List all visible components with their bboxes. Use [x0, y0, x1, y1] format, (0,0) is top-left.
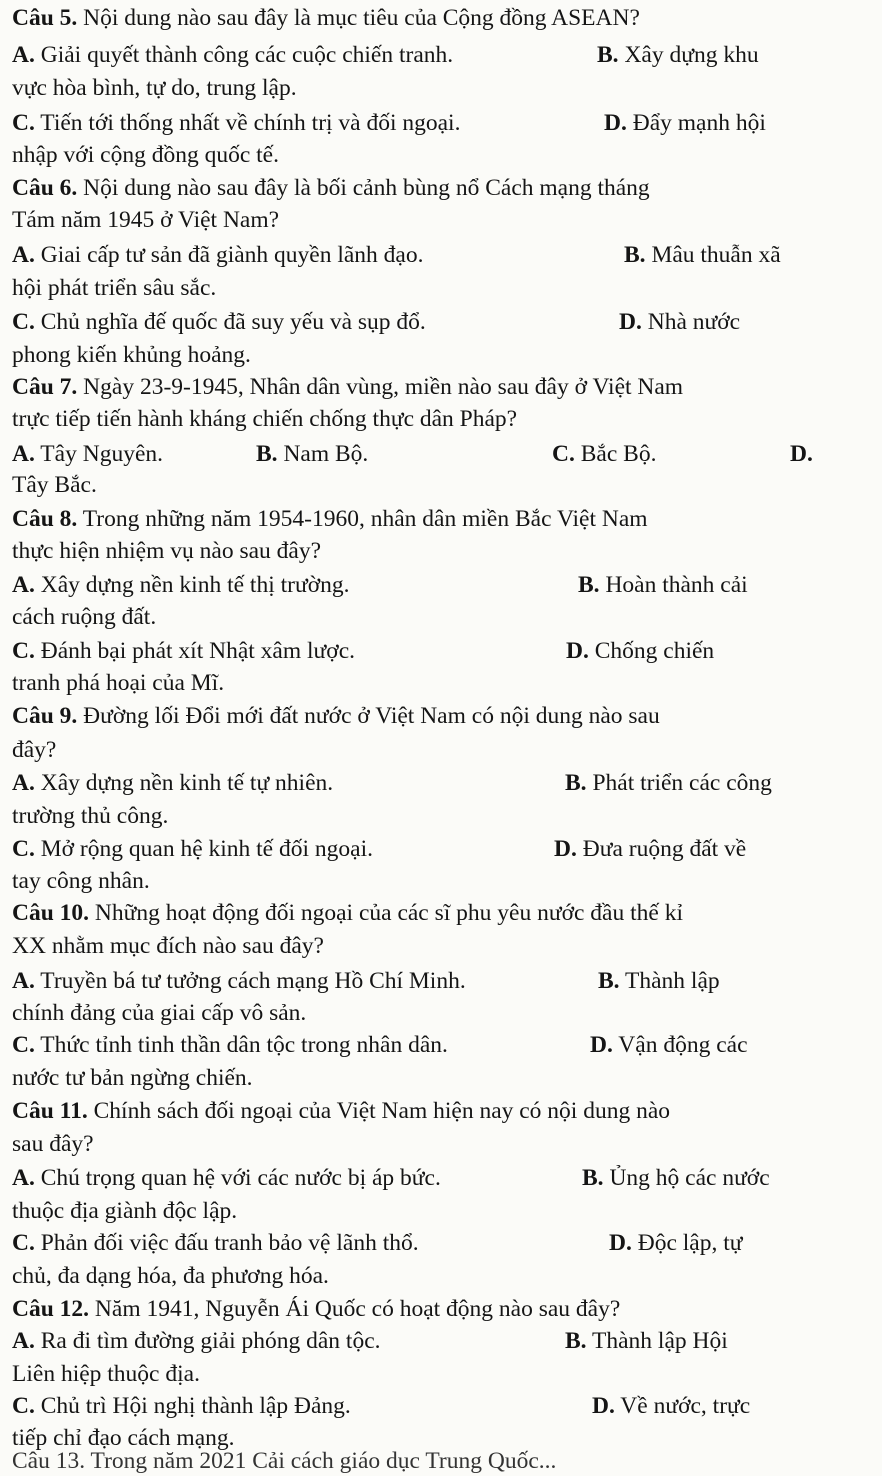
question-6-options-ab: [12, 240, 842, 270]
option-b[interactable]: B. Hoàn thành cải: [578, 572, 748, 598]
question-11-options-cd: [12, 1228, 842, 1258]
question-7-stem-cont: trực tiếp tiến hành kháng chiến chống thực dân Pháp?: [12, 406, 518, 432]
option-c[interactable]: C. Thức tỉnh tinh thần dân tộc trong nhân dân.: [12, 1032, 448, 1058]
option-b[interactable]: B. Thành lập: [598, 968, 720, 994]
option-c[interactable]: C. Bắc Bộ.: [552, 441, 657, 467]
option-a[interactable]: A. Tây Nguyên.: [12, 441, 163, 467]
option-c[interactable]: C. Chủ nghĩa đế quốc đã suy yếu và sụp đổ.: [12, 309, 426, 335]
option-b[interactable]: B. Thành lập Hội: [565, 1328, 728, 1354]
option-b-cont: vực hòa bình, tự do, trung lập.: [12, 75, 297, 101]
question-12-stem: Câu 12. Năm 1941, Nguyễn Ái Quốc có hoạt động nào sau đây?: [12, 1296, 621, 1322]
question-7-options: [12, 439, 842, 469]
question-10-options-cd: [12, 1030, 842, 1060]
question-9-stem: Câu 9. Đường lối Đổi mới đất nước ở Việt Nam có nội dung nào sau: [12, 703, 660, 729]
question-5-options-ab: [12, 40, 842, 70]
option-b[interactable]: B. Phát triển các công: [565, 770, 772, 796]
question-5-stem: Câu 5. Nội dung nào sau đây là mục tiêu của Cộng đồng ASEAN?: [12, 5, 640, 31]
question-12-options-cd: [12, 1391, 842, 1421]
option-c[interactable]: C. Chủ trì Hội nghị thành lập Đảng.: [12, 1393, 351, 1419]
question-5-options-cd: [12, 108, 842, 138]
question-8-stem: Câu 8. Trong những năm 1954-1960, nhân dân miền Bắc Việt Nam: [12, 506, 648, 532]
option-b[interactable]: B. Ủng hộ các nước: [582, 1165, 770, 1191]
option-b[interactable]: B. Xây dựng khu: [597, 42, 759, 68]
option-a[interactable]: A. Chú trọng quan hệ với các nước bị áp bức.: [12, 1165, 441, 1191]
cut-off-next-line: Câu 13. Trong năm 2021 Cải cách giáo dục Trung Quốc...: [12, 1448, 557, 1474]
question-6-stem: Câu 6. Nội dung nào sau đây là bối cảnh bùng nổ Cách mạng tháng: [12, 175, 650, 201]
option-b[interactable]: B. Mâu thuẫn xã: [624, 242, 781, 268]
option-a[interactable]: A. Giải quyết thành công các cuộc chiến tranh.: [12, 42, 454, 68]
option-d[interactable]: D. Đẩy mạnh hội: [604, 110, 766, 136]
option-a[interactable]: A. Xây dựng nền kinh tế thị trường.: [12, 572, 350, 598]
option-d-cont: tiếp chỉ đạo cách mạng.: [12, 1425, 235, 1451]
option-b-cont: Liên hiệp thuộc địa.: [12, 1361, 200, 1387]
option-c[interactable]: C. Đánh bại phát xít Nhật xâm lược.: [12, 638, 356, 664]
option-d[interactable]: D. Nhà nước: [619, 309, 741, 335]
question-11-stem-cont: sau đây?: [12, 1131, 94, 1157]
option-d-cont: tay công nhân.: [12, 868, 150, 894]
question-9-options-cd: [12, 834, 842, 864]
option-d-cont: Tây Bắc.: [12, 472, 97, 498]
option-d-cont: tranh phá hoại của Mĩ.: [12, 670, 225, 696]
question-12-options-ab: [12, 1326, 842, 1356]
question-6-stem-cont: Tám năm 1945 ở Việt Nam?: [12, 207, 280, 233]
option-d[interactable]: D. Độc lập, tự: [609, 1230, 743, 1256]
option-c[interactable]: C. Mở rộng quan hệ kinh tế đối ngoại.: [12, 836, 373, 862]
option-d-cont: phong kiến khủng hoảng.: [12, 342, 251, 368]
option-b-cont: thuộc địa giành độc lập.: [12, 1198, 238, 1224]
option-d[interactable]: D.: [790, 441, 813, 467]
option-c[interactable]: C. Phản đối việc đấu tranh bảo vệ lãnh thổ.: [12, 1230, 419, 1256]
option-a[interactable]: A. Ra đi tìm đường giải phóng dân tộc.: [12, 1328, 381, 1354]
question-11-options-ab: [12, 1163, 842, 1193]
option-d[interactable]: D. Chống chiến: [566, 638, 715, 664]
question-6-options-cd: [12, 307, 842, 337]
option-b[interactable]: B. Nam Bộ.: [256, 441, 369, 467]
question-7-stem: Câu 7. Ngày 23-9-1945, Nhân dân vùng, miền nào sau đây ở Việt Nam: [12, 374, 684, 400]
question-10-stem: Câu 10. Những hoạt động đối ngoại của các sĩ phu yêu nước đầu thế kỉ: [12, 900, 683, 926]
option-d-cont: chủ, đa dạng hóa, đa phương hóa.: [12, 1263, 329, 1289]
option-d[interactable]: D. Về nước, trực: [592, 1393, 751, 1419]
option-b-cont: cách ruộng đất.: [12, 604, 157, 630]
option-c[interactable]: C. Tiến tới thống nhất về chính trị và đối ngoại.: [12, 110, 461, 136]
option-d[interactable]: D. Vận động các: [590, 1032, 748, 1058]
question-8-options-cd: [12, 636, 842, 666]
question-8-options-ab: [12, 570, 842, 600]
question-9-options-ab: [12, 768, 842, 798]
question-10-stem-cont: XX nhằm mục đích nào sau đây?: [12, 933, 324, 959]
option-a[interactable]: A. Xây dựng nền kinh tế tự nhiên.: [12, 770, 334, 796]
option-a[interactable]: A. Giai cấp tư sản đã giành quyền lãnh đạo.: [12, 242, 424, 268]
option-d-cont: nhập với cộng đồng quốc tế.: [12, 142, 279, 168]
question-8-stem-cont: thực hiện nhiệm vụ nào sau đây?: [12, 538, 322, 564]
question-9-stem-cont: đây?: [12, 737, 57, 763]
question-10-options-ab: [12, 966, 842, 996]
option-d[interactable]: D. Đưa ruộng đất về: [554, 836, 747, 862]
option-b-cont: chính đảng của giai cấp vô sản.: [12, 1000, 307, 1026]
question-11-stem: Câu 11. Chính sách đối ngoại của Việt Nam hiện nay có nội dung nào: [12, 1098, 671, 1124]
option-d-cont: nước tư bản ngừng chiến.: [12, 1065, 253, 1091]
option-b-cont: hội phát triển sâu sắc.: [12, 275, 217, 301]
option-a[interactable]: A. Truyền bá tư tưởng cách mạng Hồ Chí Minh.: [12, 968, 466, 994]
option-b-cont: trường thủ công.: [12, 803, 169, 829]
